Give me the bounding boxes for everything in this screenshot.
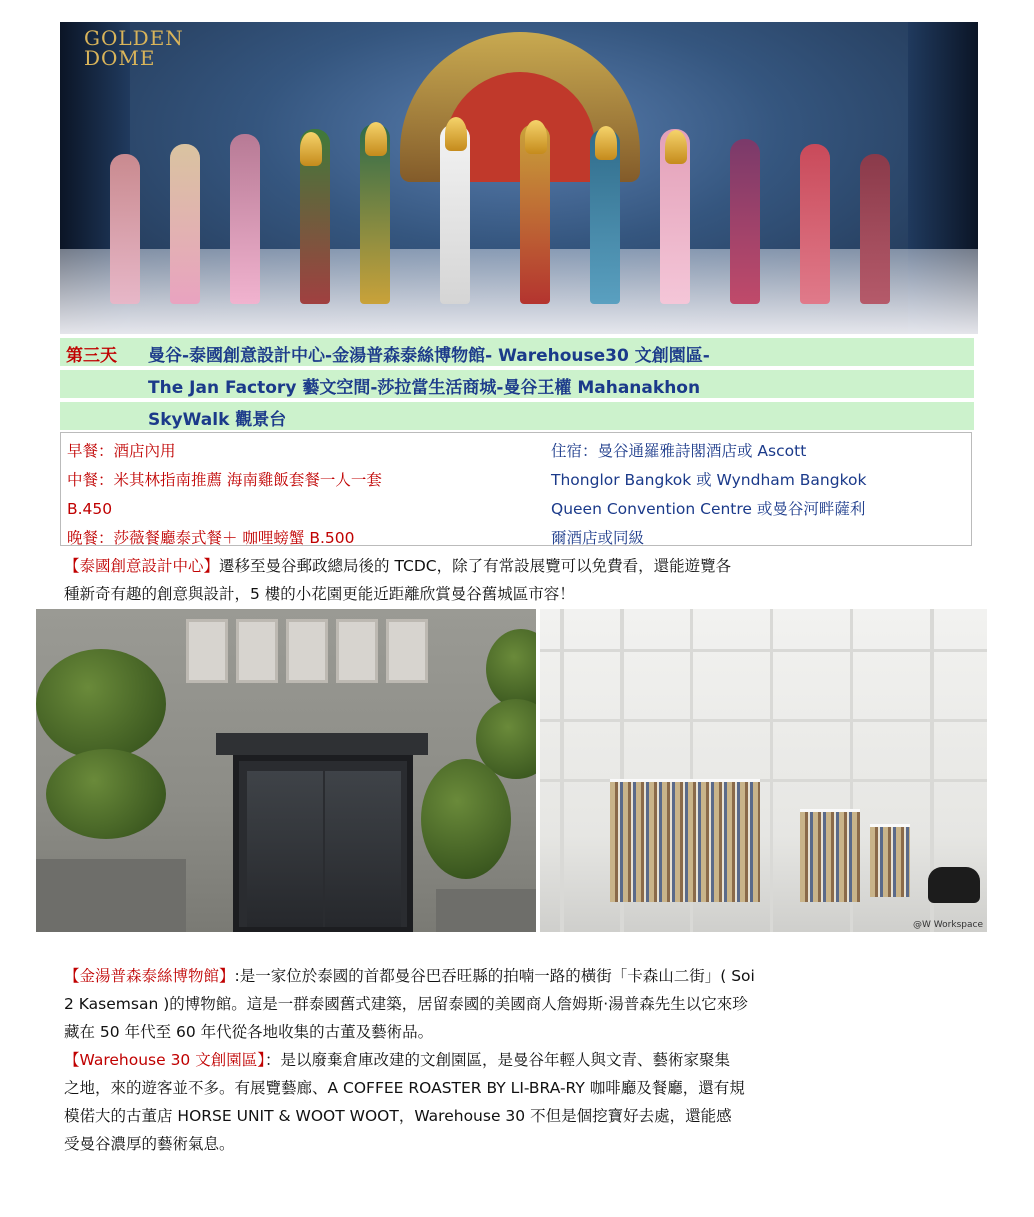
meals-hotel-box: [60, 432, 972, 546]
dancer-crown: [365, 122, 387, 156]
tcdc-line-1: 遷移至曼谷郵政總局後的 TCDC，除了有常設展覽可以免費看，還能遊覽各: [219, 557, 732, 575]
hotel-column: [551, 437, 971, 553]
warehouse-title: 【Warehouse 30 文創園區】: [64, 1051, 265, 1069]
dancer: [110, 154, 140, 304]
logo-line-1: GOLDEN: [84, 26, 184, 50]
structure-beam: [770, 609, 773, 932]
warehouse-line-3: 模偌大的古董店 HORSE UNIT & WOOT WOOT，Warehouse 30 不但是個挖寶好去處，還能感: [64, 1107, 732, 1125]
dancer-crown: [665, 130, 687, 164]
warehouse-line-1: ：是以廢棄倉庫改建的文創園區，是曼谷年輕人與文青、藝術家聚集: [264, 1051, 730, 1069]
jimthompson-line-2: 2 Kasemsan )的博物館。這是一群泰國舊式建築，居留泰國的美國商人詹姆斯·湯普森先生以它來珍: [64, 995, 748, 1013]
hotel-line-1: 住宿：曼谷通羅雅詩閣酒店或 Ascott: [551, 442, 807, 460]
dancer: [800, 144, 830, 304]
hotel-line-2: Thonglor Bangkok 或 Wyndham Bangkok: [551, 471, 867, 489]
dancer: [860, 154, 890, 304]
dancer: [170, 144, 200, 304]
dancer-crown: [525, 120, 547, 154]
dancer: [440, 124, 470, 304]
breakfast-text: 早餐：酒店內用: [67, 442, 176, 460]
dancer: [730, 139, 760, 304]
photo-credit: @W Workspace: [913, 920, 983, 930]
planter-right: [436, 889, 536, 932]
warehouse-paragraph: [64, 1046, 974, 1158]
topiary-tree: [36, 649, 166, 759]
structure-beam: [540, 649, 987, 652]
golden-dome-logo: [84, 28, 184, 68]
dancer-crown: [595, 126, 617, 160]
day-itinerary-header: [60, 338, 974, 434]
bookshelf: [870, 824, 910, 897]
day-label: 第三天: [66, 346, 117, 366]
topiary-tree: [46, 749, 166, 839]
entrance-canopy: [216, 733, 428, 755]
warehouse-line-4: 受曼谷濃厚的藝術氣息。: [64, 1135, 235, 1153]
topiary-tree: [486, 629, 536, 709]
day-header-row-3: [60, 402, 974, 430]
meals-column: [67, 437, 527, 553]
lunch-price: B.450: [67, 500, 113, 518]
warehouse-line-2: 之地，來的遊客並不多。有展覽藝廊、A COFFEE ROASTER BY LI-BRA-RY 咖啡廳及餐廳，還有規: [64, 1079, 745, 1097]
plant-wall: [421, 759, 511, 879]
building-window: [186, 619, 228, 683]
tcdc-building-photo: [36, 609, 536, 932]
tcdc-line-2: 種新奇有趣的創意與設計，5 樓的小花園更能近距離欣賞曼谷舊城區市容！: [64, 585, 575, 603]
door-glass-left: [247, 771, 323, 927]
building-window: [236, 619, 278, 683]
hero-stage-photo: [60, 22, 978, 334]
dancer-crown: [445, 117, 467, 151]
day-header-row-2: [60, 370, 974, 398]
bookshelf: [800, 809, 860, 902]
day-route-line-1: 曼谷-泰國創意設計中心-金湯普森泰絲博物館- Warehouse30 文創園區-: [148, 346, 710, 366]
jimthompson-paragraph: [64, 962, 974, 1046]
dancer: [230, 134, 260, 304]
door-glass-right: [325, 771, 401, 927]
library-interior-photo: [540, 609, 987, 932]
building-window: [286, 619, 328, 683]
building-window: [386, 619, 428, 683]
day-route-line-3: SkyWalk 觀景台: [148, 410, 287, 430]
dinner-text: 晚餐：莎薇餐廳泰式餐＋ 咖哩螃蟹 B.500: [67, 529, 355, 547]
jimthompson-title: 【金湯普森泰絲博物館】: [64, 967, 235, 985]
hotel-line-3: Queen Convention Centre 或曼谷河畔薩利: [551, 500, 866, 518]
logo-line-2: DOME: [84, 46, 156, 70]
structure-beam: [540, 779, 987, 782]
jimthompson-line-1: :是一家位於泰國的首都曼谷巴吞旺縣的拍喃一路的橫街「卡森山二街」( Soi: [234, 967, 755, 985]
structure-beam: [560, 609, 564, 932]
tcdc-paragraph: [64, 552, 974, 608]
dancer-crown: [300, 132, 322, 166]
lounge-chair: [928, 867, 980, 903]
entrance-door: [233, 755, 413, 932]
structure-beam: [540, 719, 987, 722]
building-window: [336, 619, 378, 683]
tcdc-title: 【泰國創意設計中心】: [64, 557, 220, 575]
planter-left: [36, 859, 186, 932]
hotel-line-4: 爾酒店或同級: [551, 529, 645, 547]
jimthompson-line-3: 藏在 50 年代至 60 年代從各地收集的古董及藝術品。: [64, 1023, 434, 1041]
day-header-row-1: [60, 338, 974, 366]
lunch-text: 中餐：米其林指南推薦 海南雞飯套餐一人一套: [67, 471, 382, 489]
bookshelf: [610, 779, 760, 902]
day-route-line-2: The Jan Factory 藝文空間-莎拉當生活商城-曼谷王權 Mahanakhon: [148, 378, 701, 398]
